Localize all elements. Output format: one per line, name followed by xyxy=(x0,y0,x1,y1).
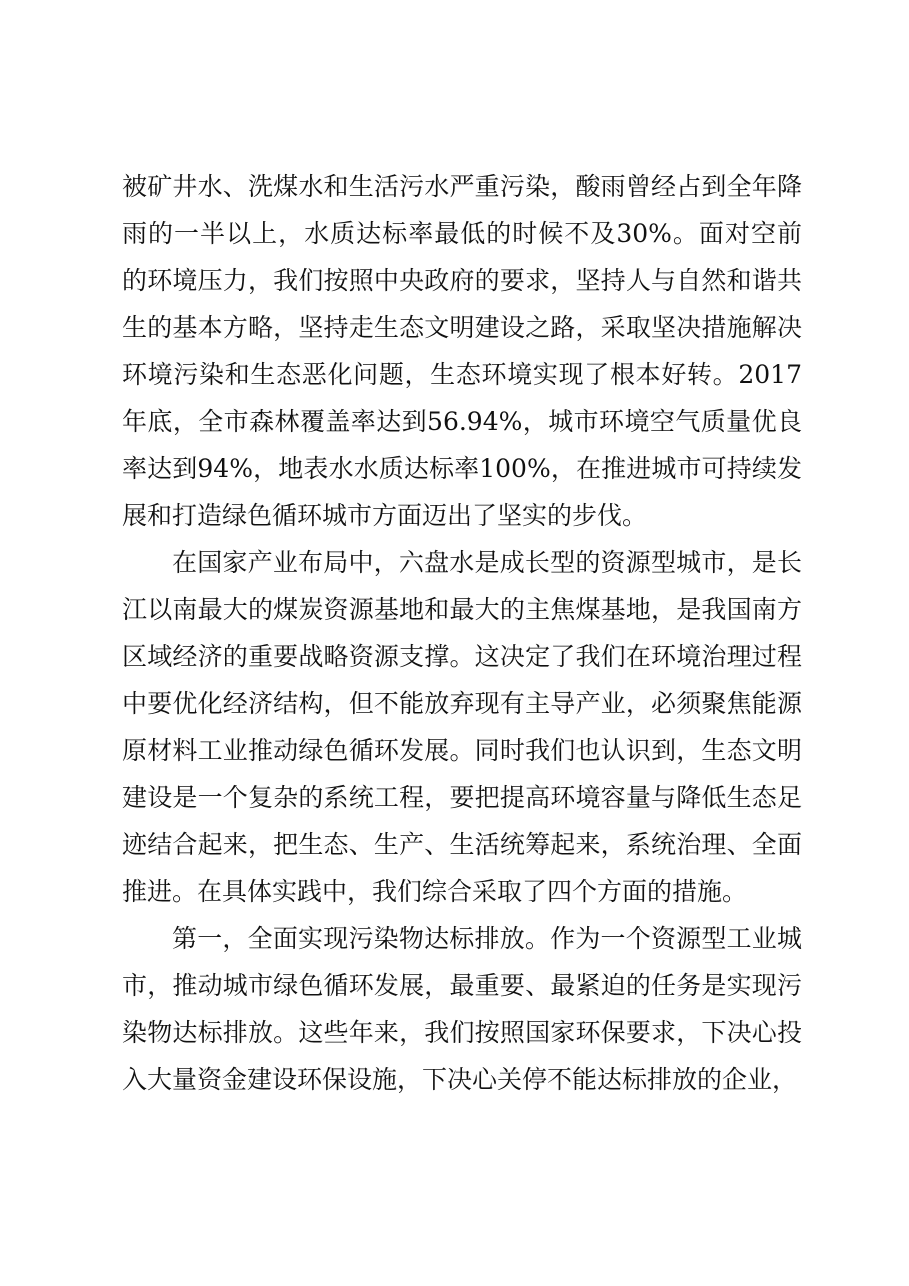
paragraph-1: 被矿井水、洗煤水和生活污水严重污染，酸雨曾经占到全年降雨的一半以上，水质达标率最低的时候不及30%。面对空前的环境压力，我们按照中央政府的要求，坚持人与自然和谐共生的基本方略，坚持走生态文明建设之路，采取坚决措施解决环境污染和生态恶化问题，生态环境实现了根本好转。2017年底，全市森林覆盖率达到56.94%，城市环境空气质量优良率达到94%，地表水水质达标率100%，在推进城市可持续发展和打造绿色循环城市方面迈出了坚实的步伐。 xyxy=(122,172,802,530)
paragraph-2: 在国家产业布局中，六盘水是成长型的资源型城市，是长江以南最大的煤炭资源基地和最大的主焦煤基地，是我国南方区域经济的重要战略资源支撑。这决定了我们在环境治理过程中要优化经济结构，但不能放弃现有主导产业，必须聚焦能源原材料工业推动绿色循环发展。同时我们也认识到，生态文明建设是一个复杂的系统工程，要把提高环境容量与降低生态足迹结合起来，把生态、生产、生活统筹起来，系统治理、全面推进。在具体实践中，我们综合采取了四个方面的措施。 xyxy=(122,548,802,906)
body-text xyxy=(122,163,802,1103)
paragraph-3: 第一，全面实现污染物达标排放。作为一个资源型工业城市，推动城市绿色循环发展，最重要、最紧迫的任务是实现污染物达标排放。这些年来，我们按照国家环保要求，下决心投入大量资金建设环保设施，下决心关停不能达标排放的企业， xyxy=(122,924,802,1094)
